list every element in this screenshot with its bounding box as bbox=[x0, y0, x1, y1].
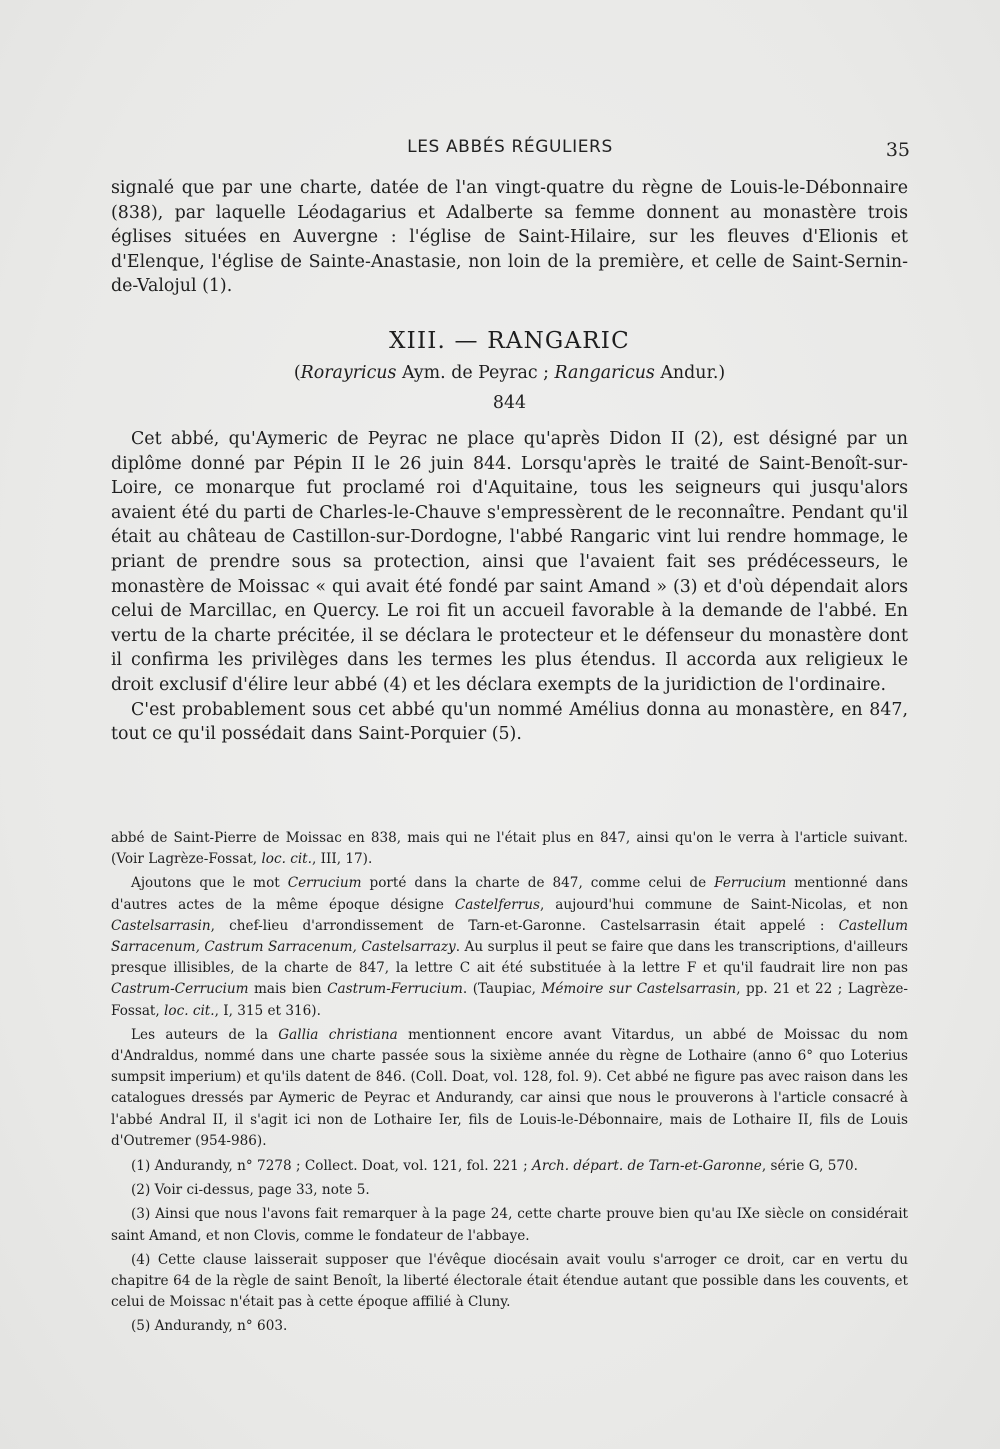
note-text: mentionné dans d'autres actes de la même époque désigne bbox=[111, 875, 909, 913]
note-text: , aujourd'hui commune de Saint-Nicolas, et non bbox=[540, 896, 908, 913]
main-text bbox=[111, 176, 908, 747]
note-paragraph bbox=[111, 1025, 908, 1152]
note-italic: Cerrucium bbox=[287, 875, 362, 892]
note-text: , série G, 570. bbox=[761, 1158, 859, 1175]
note-text: (1) Andurandy, n° 7278 ; Collect. Doat, vol. 121, fol. 221 ; bbox=[131, 1158, 533, 1175]
note-text: Les auteurs de la bbox=[131, 1026, 279, 1043]
footnote-1 bbox=[111, 1156, 908, 1177]
footnote-5: (5) Andurandy, n° 603. bbox=[131, 1318, 288, 1335]
name-variant-2: Rangaricus bbox=[554, 362, 655, 383]
section-heading: XIII. — RANGARIC bbox=[389, 327, 630, 354]
section-name-variants bbox=[111, 361, 908, 385]
note-paragraph bbox=[111, 873, 908, 1021]
footnote-2: (2) Voir ci-dessus, page 33, note 5. bbox=[131, 1182, 370, 1199]
note-text: , pp. 21 et 22 ; Lagrèze-Fossat, bbox=[111, 981, 908, 1019]
note-italic: Castellum Sarracenum, Castrum Sarracenum, Castelsarrazy bbox=[111, 917, 908, 956]
note-italic: Ferrucium bbox=[714, 875, 787, 892]
footnote-4: (4) Cette clause laisserait supposer que l'évêque diocésain avait voulu s'arroger ce droit, car en vertu du chapitre 64 de la règle de saint Benoît, la liberté électorale était étendue autant que possible dans les couvents, et celui de Moissac n'était pas à cette époque affilié à Cluny. bbox=[111, 1251, 908, 1311]
notes-section bbox=[111, 828, 908, 1341]
note-italic: loc. cit. bbox=[261, 851, 312, 868]
note-italic: Castelferrus bbox=[454, 896, 540, 913]
paragraph: Cet abbé, qu'Aymeric de Peyrac ne place qu'après Didon II (2), est désigné par un diplôme donné par Pépin II le 26 juin 844. Lorsqu'après le traité de Saint-Benoît-sur-Loire, ce monarque fut proclamé roi d'Aquitaine, tous les seigneurs qui jusqu'alors avaient été du parti de Charles-le-Chauve s'empressèrent de le reconnaître. Pendant qu'il était au château de Castillon-sur-Dordogne, l'abbé Rangaric vint lui rendre hommage, le priant de prendre sous sa protection, ainsi que l'avaient fait ses prédécesseurs, le monastère de Moissac « qui avait été fondé par saint Amand » (3) et d'où dépendait alors celui de Marcillac, en Quercy. Le roi fit un accueil favorable à la demande de l'abbé. En vertu de la charte précitée, il se déclara le protecteur et le défenseur du monastère dont il confirma les privilèges dans les termes les plus étendus. Il accorda aux religieux le droit exclusif d'élire leur abbé (4) et les déclara exempts de la juridiction de l'ordinaire. bbox=[111, 428, 908, 695]
note-text: abbé de Saint-Pierre de Moissac en 838, mais qui ne l'était plus en 847, ainsi qu'on le verra à l'article suivant. (Voir Lagrèze-Fossat, bbox=[111, 830, 908, 868]
note-text: porté dans la charte de 847, comme celui de bbox=[361, 875, 715, 892]
note-text: mentionnent encore avant Vitardus, un abbé de Moissac du nom d'Andraldus, nommé dans une charte passée sous la sixième année du règne de Lothaire (anno 6° quo Loterius sumpsit imperium) et qu'ils datent de 846. (Coll. Doat, vol. 128, fol. 9). Cet abbé ne figure pas avec raison dans les catalogues dressés par Aymeric de Peyrac et Andurandy, car ainsi que nous le prouverons à l'article consacré à l'abbé Andral II, il s'agit ici non de Lothaire Ier, fils de Louis-le-Débonnaire, mais de Lothaire II, fils de Louis d'Outremer (954-986). bbox=[111, 1026, 908, 1149]
paragraph: C'est probablement sous cet abbé qu'un nommé Amélius donna au monastère, en 847, tout ce qu'il possédait dans Saint-Porquier (5). bbox=[111, 699, 908, 745]
note-text: Ajoutons que le mot bbox=[131, 875, 288, 892]
note-italic: Castrum-Cerrucium bbox=[111, 981, 249, 998]
source-2: Andur.) bbox=[654, 362, 726, 383]
note-italic: loc. cit. bbox=[164, 1002, 215, 1019]
running-header bbox=[110, 137, 910, 161]
note-text: mais bien bbox=[248, 981, 328, 998]
note-italic: Gallia christiana bbox=[278, 1026, 398, 1043]
note-continuation bbox=[111, 828, 908, 870]
section-year: 844 bbox=[492, 392, 527, 413]
footnote-3: (3) Ainsi que nous l'avons fait remarquer à la page 24, cette charte prouve bien qu'au IXe siècle on considérait saint Amand, et non Clovis, comme le fondateur de l'abbaye. bbox=[111, 1206, 908, 1244]
note-italic: Mémoire sur Castelsarrasin bbox=[541, 981, 737, 998]
note-italic: Arch. départ. de Tarn-et-Garonne bbox=[532, 1158, 762, 1175]
note-italic: Castrum-Ferrucium bbox=[327, 981, 463, 998]
page-number: 35 bbox=[885, 139, 910, 161]
paren-open: ( bbox=[293, 362, 301, 383]
note-italic: Castelsarrasin bbox=[111, 917, 211, 934]
source-1: Aym. de Peyrac ; bbox=[396, 362, 555, 383]
name-variant-1: Rorayricus bbox=[300, 362, 397, 383]
running-title: LES ABBÉS RÉGULIERS bbox=[407, 137, 613, 157]
paragraph-continuation: signalé que par une charte, datée de l'an vingt-quatre du règne de Louis-le-Débonnaire (838), par laquelle Léodagarius et Adalberte sa femme donnent au monastère trois églises situées en Auvergne : l'église de Saint-Hilaire, sur les fleuves d'Elionis et d'Elenque, l'église de Sainte-Anastasie, non loin de la première, et celle de Saint-Sernin-de-Valojul (1). bbox=[111, 178, 908, 297]
note-text: , III, 17). bbox=[311, 851, 373, 868]
note-text: . Au surplus il peut se faire que dans les transcriptions, d'ailleurs presque illisibles, de la charte de 847, la lettre C ait été substituée à la lettre F et qu'il faudrait lire non pas bbox=[111, 939, 908, 977]
note-text: . (Taupiac, bbox=[462, 981, 542, 998]
note-text: , chef-lieu d'arrondissement de Tarn-et-Garonne. Castelsarrasin était appelé : bbox=[210, 917, 839, 934]
note-text: , I, 315 et 316). bbox=[214, 1002, 321, 1019]
